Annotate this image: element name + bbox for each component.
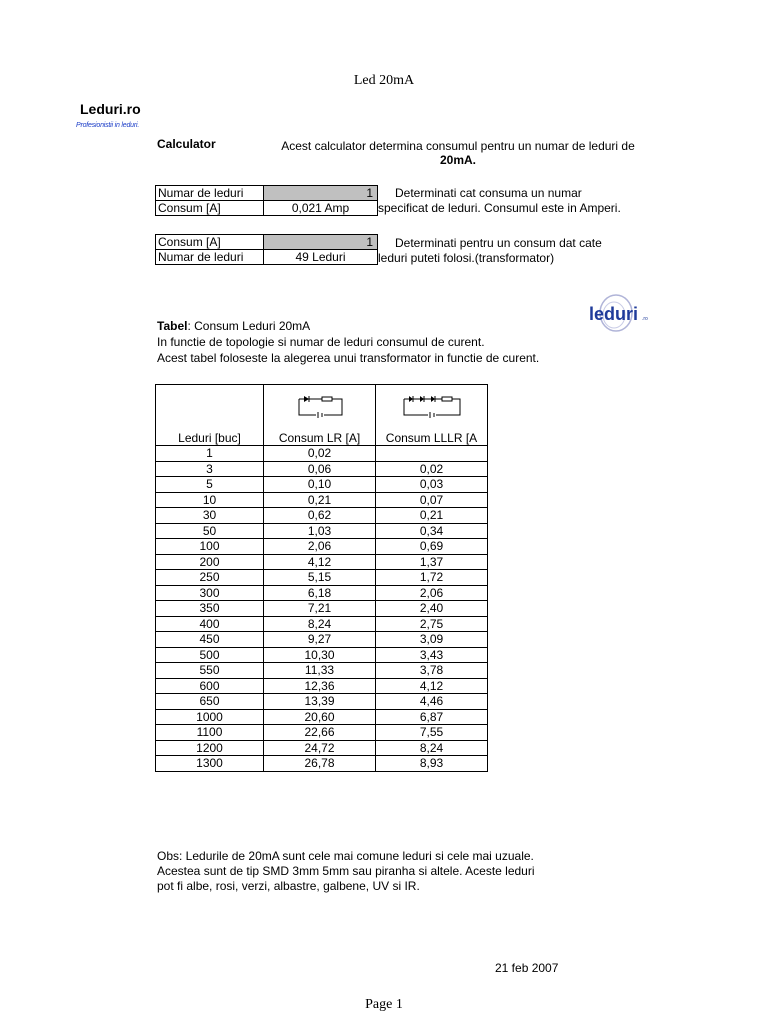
calculator-title: Calculator — [157, 137, 216, 151]
page-header-title: Led 20mA — [353, 73, 415, 88]
cell-leds: 1000 — [156, 709, 264, 725]
cell-consum-lr: 7,21 — [264, 601, 376, 617]
cell-consum-lr: 10,30 — [264, 647, 376, 663]
cell-consum-lllr: 2,06 — [376, 585, 488, 601]
cell-leds: 1 — [156, 446, 264, 462]
cell-consum-lllr: 2,40 — [376, 601, 488, 617]
tabel-line-2: Acest tabel foloseste la alegerea unui transformator in functie de curent. — [157, 351, 540, 365]
cell-consum-lllr — [376, 446, 488, 462]
cell-consum-lllr: 4,46 — [376, 694, 488, 710]
obs-line-2: Acestea sunt de tip SMD 3mm 5mm sau piranha si altele. Aceste leduri — [157, 864, 535, 878]
cell-leds: 1300 — [156, 756, 264, 772]
cell-leds: 550 — [156, 663, 264, 679]
cell-leds: 1200 — [156, 740, 264, 756]
table-row — [156, 725, 488, 741]
cell-consum-lr: 26,78 — [264, 756, 376, 772]
header-consum-lllr — [376, 385, 488, 446]
cell-leds: 650 — [156, 694, 264, 710]
header-consum-lr — [264, 385, 376, 446]
table-header-row — [156, 385, 488, 446]
cell-consum-lr: 0,10 — [264, 477, 376, 493]
table-row — [156, 678, 488, 694]
header-leds-label: Leduri [buc] — [178, 430, 241, 445]
cell-consum-lr: 0,62 — [264, 508, 376, 524]
table-body — [156, 446, 488, 772]
table-row — [156, 632, 488, 648]
circuit-lr-icon — [294, 391, 346, 425]
cell-consum-lr: 9,27 — [264, 632, 376, 648]
tabel-title: : Consum Leduri 20mA — [187, 319, 311, 333]
cell-consum-lr: 2,06 — [264, 539, 376, 555]
led-count-input[interactable]: 1 — [264, 186, 378, 201]
header-consum-lr-label: Consum LR [A] — [278, 430, 361, 445]
led-count-result: 49 Leduri — [264, 250, 378, 265]
consumption-table — [155, 384, 488, 772]
cell-leds: 300 — [156, 585, 264, 601]
cell-consum-lllr: 0,03 — [376, 477, 488, 493]
obs-line-3: pot fi albe, rosi, verzi, albastre, galbene, UV si IR. — [157, 879, 420, 893]
cell-consum-lllr: 0,21 — [376, 508, 488, 524]
cell-consum-lr: 8,24 — [264, 616, 376, 632]
block1-note: Determinati cat consuma un numar — [395, 186, 582, 200]
cell-consum-lllr: 3,09 — [376, 632, 488, 648]
cell-consum-lr: 11,33 — [264, 663, 376, 679]
table-row — [156, 647, 488, 663]
cell-consum-lllr: 4,12 — [376, 678, 488, 694]
table-row — [156, 539, 488, 555]
calculator-block-led-count — [155, 234, 378, 265]
cell-consum-lr: 12,36 — [264, 678, 376, 694]
obs-line-1: Obs: Ledurile de 20mA sunt cele mai comune leduri si cele mai uzuale. — [157, 849, 534, 863]
cell-leds: 500 — [156, 647, 264, 663]
table-row — [156, 570, 488, 586]
cell-leds: 30 — [156, 508, 264, 524]
cell-leds: 600 — [156, 678, 264, 694]
observation-note — [157, 849, 577, 894]
table-row — [156, 477, 488, 493]
cell-leds: 100 — [156, 539, 264, 555]
brand-tagline: Profesionistii in leduri. — [76, 122, 140, 129]
consumption-result: 0,021 Amp — [264, 201, 378, 216]
table-row — [156, 461, 488, 477]
cell-consum-lllr: 0,02 — [376, 461, 488, 477]
consumption-input[interactable]: 1 — [264, 235, 378, 250]
calculator-description — [262, 139, 654, 167]
cell-consum-lr: 1,03 — [264, 523, 376, 539]
cell-leds: 250 — [156, 570, 264, 586]
block1-note-2: specificat de leduri. Consumul este in Amperi. — [378, 201, 621, 215]
logo-suffix: .ro — [642, 316, 648, 322]
cell-consum-lr: 20,60 — [264, 709, 376, 725]
table-row — [156, 508, 488, 524]
block2-note-2: leduri puteti folosi.(transformator) — [378, 251, 555, 265]
cell-consum-lr: 0,06 — [264, 461, 376, 477]
table-row — [156, 756, 488, 772]
logo-text: leduri — [589, 304, 639, 324]
table-row — [156, 616, 488, 632]
cell-consum-lllr: 0,69 — [376, 539, 488, 555]
cell-consum-lllr: 6,87 — [376, 709, 488, 725]
cell-consum-lr: 6,18 — [264, 585, 376, 601]
table-row — [156, 523, 488, 539]
cell-consum-lllr: 7,55 — [376, 725, 488, 741]
table-row — [156, 694, 488, 710]
consumption-label: Consum [A] — [156, 201, 264, 216]
header-consum-lllr-label: Consum LLLR [A — [385, 430, 478, 445]
cell-consum-lllr: 8,93 — [376, 756, 488, 772]
circuit-lllr-icon — [400, 391, 464, 425]
cell-consum-lr: 0,02 — [264, 446, 376, 462]
cell-leds: 400 — [156, 616, 264, 632]
tabel-intro — [157, 318, 617, 366]
cell-consum-lr: 22,66 — [264, 725, 376, 741]
page-number: Page 1 — [365, 997, 403, 1012]
cell-consum-lllr: 1,37 — [376, 554, 488, 570]
cell-consum-lllr: 2,75 — [376, 616, 488, 632]
cell-consum-lllr: 1,72 — [376, 570, 488, 586]
brand-name: Leduri.ro — [80, 101, 141, 117]
calculator-block-consumption — [155, 185, 378, 216]
cell-consum-lr: 4,12 — [264, 554, 376, 570]
table-row — [156, 663, 488, 679]
cell-leds: 350 — [156, 601, 264, 617]
cell-consum-lr: 5,15 — [264, 570, 376, 586]
cell-consum-lllr: 3,43 — [376, 647, 488, 663]
document-date: 21 feb 2007 — [495, 961, 559, 975]
cell-consum-lr: 13,39 — [264, 694, 376, 710]
block2-note: Determinati pentru un consum dat cate — [395, 236, 602, 250]
header-leds — [156, 385, 264, 446]
table-row — [156, 492, 488, 508]
table-row — [156, 740, 488, 756]
calculator-description-bold: 20mA. — [439, 153, 477, 167]
table-row — [156, 709, 488, 725]
table-row — [156, 601, 488, 617]
calculator-description-text: Acest calculator determina consumul pentru un numar de leduri de — [281, 139, 635, 153]
cell-consum-lr: 24,72 — [264, 740, 376, 756]
cell-consum-lllr: 0,07 — [376, 492, 488, 508]
table-row — [156, 554, 488, 570]
cell-leds: 3 — [156, 461, 264, 477]
tabel-line-1: In functie de topologie si numar de leduri consumul de curent. — [157, 335, 485, 349]
led-count-result-label: Numar de leduri — [156, 250, 264, 265]
led-count-label: Numar de leduri — [156, 186, 264, 201]
cell-leds: 200 — [156, 554, 264, 570]
cell-consum-lr: 0,21 — [264, 492, 376, 508]
table-row — [156, 446, 488, 462]
cell-leds: 450 — [156, 632, 264, 648]
consumption-input-label: Consum [A] — [156, 235, 264, 250]
table-row — [156, 585, 488, 601]
cell-leds: 10 — [156, 492, 264, 508]
cell-leds: 5 — [156, 477, 264, 493]
cell-consum-lllr: 3,78 — [376, 663, 488, 679]
tabel-label: Tabel — [157, 319, 188, 333]
cell-leds: 1100 — [156, 725, 264, 741]
cell-leds: 50 — [156, 523, 264, 539]
cell-consum-lllr: 0,34 — [376, 523, 488, 539]
cell-consum-lllr: 8,24 — [376, 740, 488, 756]
